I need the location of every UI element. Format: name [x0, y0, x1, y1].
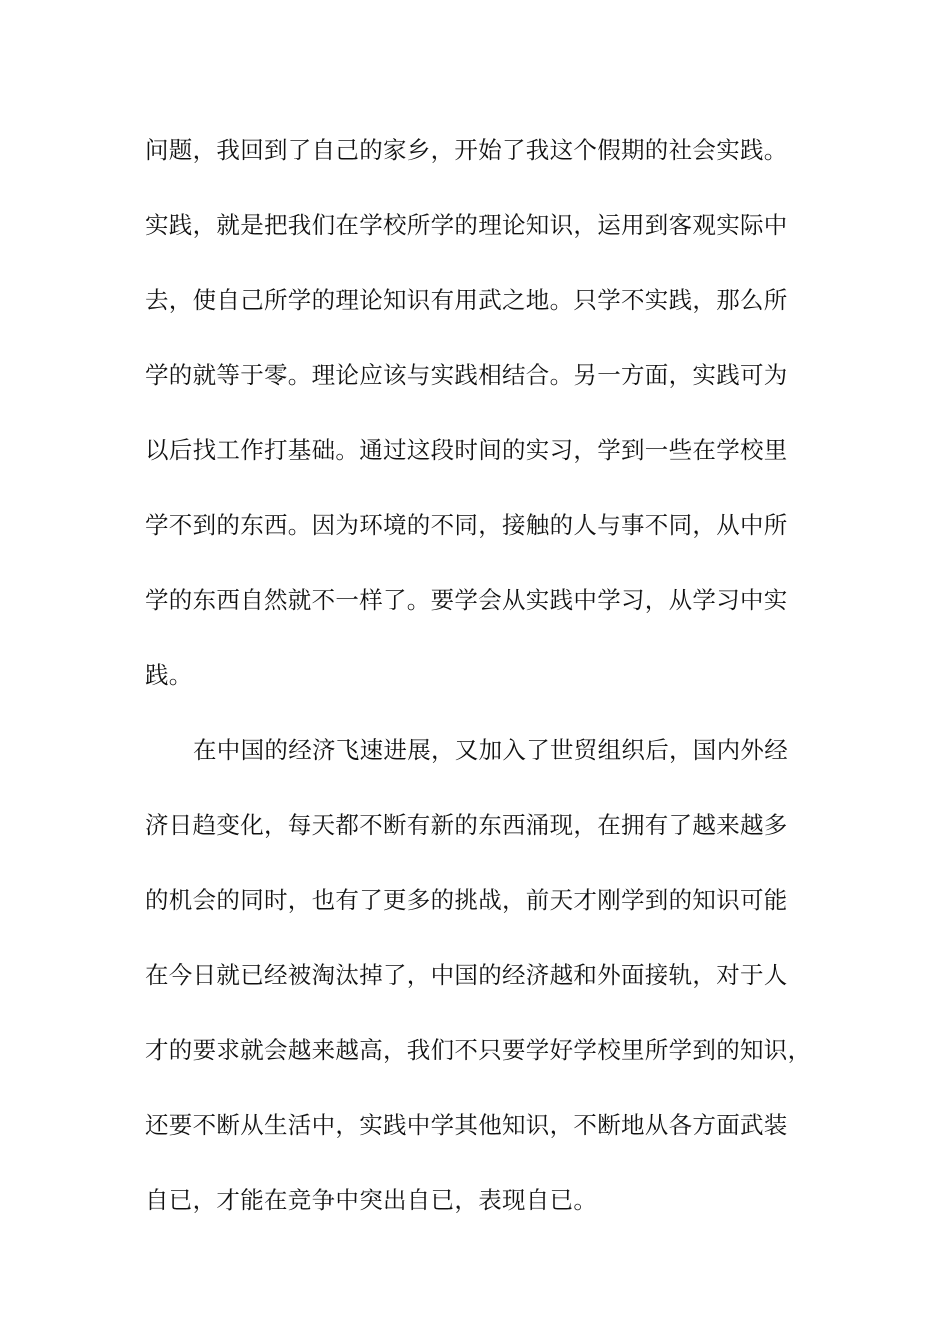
text-line: 的机会的同时，也有了更多的挑战，前天才刚学到的知识可能 [145, 886, 788, 914]
paragraph-first-line: 在中国的经济飞速进展，又加入了世贸组织后，国内外经 [193, 736, 788, 764]
text-line: 以后找工作打基础。通过这段时间的实习，学到一些在学校里 [145, 436, 788, 464]
text-line: 还要不断从生活中，实践中学其他知识，不断地从各方面武装 [145, 1111, 788, 1139]
text-line: 自已，才能在竞争中突出自已，表现自已。 [145, 1186, 598, 1214]
text-line: 践。 [145, 661, 193, 689]
text-line: 去，使自己所学的理论知识有用武之地。只学不实践，那么所 [145, 286, 788, 314]
text-line: 问题，我回到了自己的家乡，开始了我这个假期的社会实践。 [145, 136, 788, 164]
text-line: 才的要求就会越来越高，我们不只要学好学校里所学到的知识， [145, 1036, 812, 1064]
text-line: 实践，就是把我们在学校所学的理论知识，运用到客观实际中 [145, 211, 788, 239]
text-line: 济日趋变化，每天都不断有新的东西涌现，在拥有了越来越多 [145, 811, 788, 839]
text-line: 学的东西自然就不一样了。要学会从实践中学习，从学习中实 [145, 586, 788, 614]
text-line: 学不到的东西。因为环境的不同，接触的人与事不同，从中所 [145, 511, 788, 539]
text-line: 学的就等于零。理论应该与实践相结合。另一方面，实践可为 [145, 361, 788, 389]
text-line: 在今日就已经被淘汰掉了，中国的经济越和外面接轨，对于人 [145, 961, 788, 989]
